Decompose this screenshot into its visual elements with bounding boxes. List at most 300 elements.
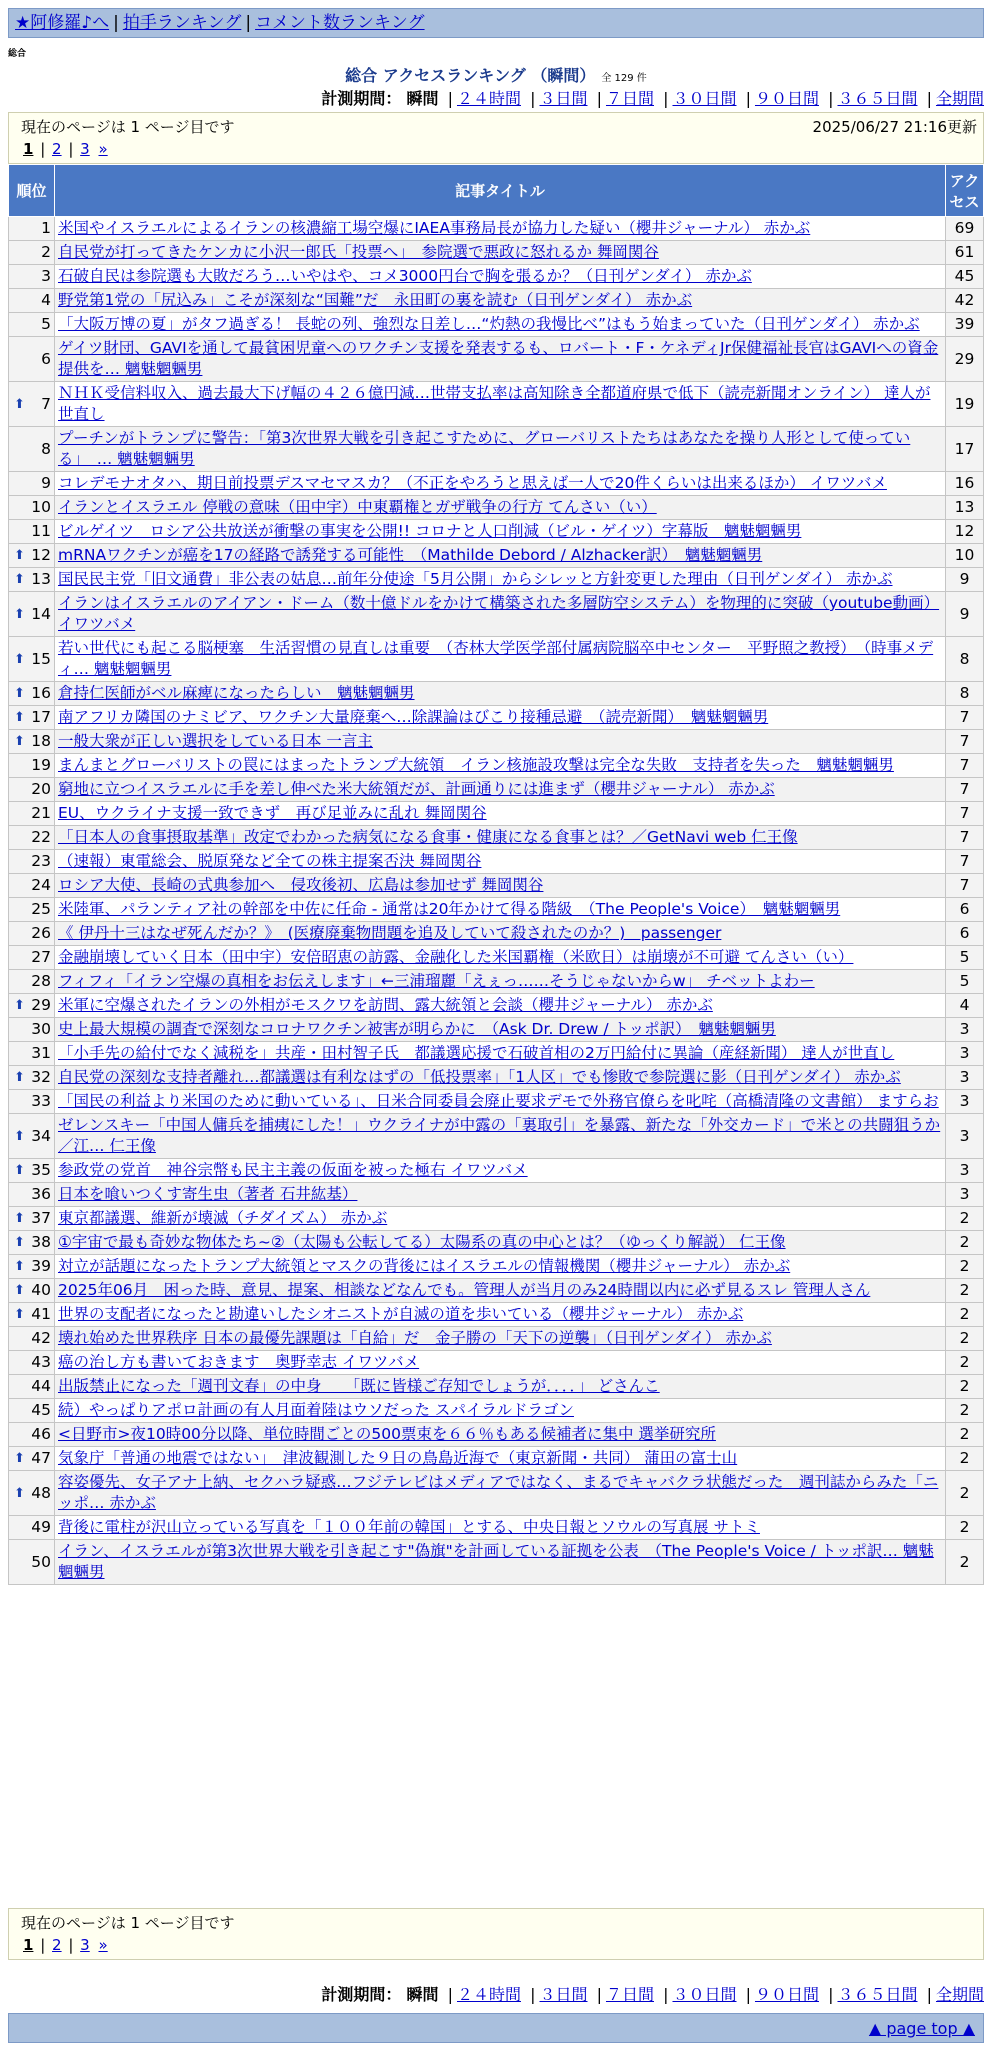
table-row [9, 778, 984, 802]
rank-cell [9, 1183, 55, 1207]
rank-number: 10 [31, 498, 51, 516]
rank-number: 21 [31, 804, 51, 822]
article-link[interactable]: ビルゲイツ ロシア公共放送が衝撃の事実を公開!! コロナと人口削減（ビル・ゲイツ）字幕版 魑魅魍魎男 [58, 522, 802, 540]
rank-number: 13 [31, 570, 51, 588]
period-30d-link[interactable]: ３０日間 [672, 1985, 737, 2004]
title-cell [55, 382, 946, 427]
title-cell [55, 1447, 946, 1471]
title-cell [55, 313, 946, 337]
access-count: 69 [946, 217, 984, 241]
article-link[interactable]: イランはイスラエルのアイアン・ドーム（数十億ドルをかけて構築された多層防空システム）を物理的に突破（youtube動画） イワツバメ [58, 594, 940, 633]
rank-cell [9, 850, 55, 874]
access-count: 7 [946, 730, 984, 754]
article-link[interactable]: 2025年06月 困った時、意見、提案、相談などなんでも。管理人が当月のみ24時間以内に必ず見るスレ 管理人さん [58, 1281, 871, 1299]
article-link[interactable]: 「国民の利益より米国のために動いている」、日米合同委員会廃止要求デモで外務官僚らを叱咤（高橋清隆の文書館） ますらお [58, 1092, 939, 1110]
title-cell [55, 217, 946, 241]
table-row [9, 1516, 984, 1540]
article-link[interactable]: イランとイスラエル 停戦の意味（田中宇）中東覇権とガザ戦争の行方 てんさい（い） [58, 498, 657, 516]
page-top-link[interactable]: ▲ page top ▲ [868, 2019, 975, 2038]
article-link[interactable]: 「小手先の給付でなく減税を」共産・田村智子氏 都議選応援で石破首相の2万円給付に異論（産経新聞） 達人が世直し [58, 1044, 895, 1062]
rank-cell [9, 1042, 55, 1066]
title-cell [55, 1399, 946, 1423]
rank-cell [9, 1471, 55, 1516]
table-row [9, 337, 984, 382]
up-arrow-icon: ⬆ [14, 1128, 25, 1144]
article-link[interactable]: 倉持仁医師がベル麻痺になったらしい 魑魅魍魎男 [58, 684, 415, 702]
rank-number: 17 [31, 708, 51, 726]
page-link-2[interactable]: 2 [52, 1936, 62, 1954]
period-selector-bottom: 計測期間： 瞬間 | ２４時間 | ３日間 | ７日間 | ３０日間 | ９０日間 | ３６５日間 | 全期間 [321, 1985, 984, 2004]
access-count: 2 [946, 1327, 984, 1351]
rank-number: 20 [31, 780, 51, 798]
rank-number: 4 [41, 291, 51, 309]
title-cell [55, 1540, 946, 1585]
title-cell [55, 520, 946, 544]
rank-number: 48 [31, 1483, 51, 1502]
period-24h-link[interactable]: ２４時間 [456, 1985, 521, 2004]
rank-number: 41 [31, 1305, 51, 1323]
rank-number: 27 [31, 948, 51, 966]
article-link[interactable]: プーチンがトランプに警告：「第3次世界大戦を引き起こすために、グローバリストたちはあなたを操り人形として使っている」 … 魑魅魍魎男 [58, 429, 911, 468]
table-row [9, 1066, 984, 1090]
title-cell [55, 826, 946, 850]
title-cell [55, 289, 946, 313]
article-link[interactable]: 米国やイスラエルによるイランの核濃縮工場空爆にIAEA事務局長が協力した疑い（櫻井ジャーナル） 赤かぶ [58, 219, 811, 237]
table-row [9, 946, 984, 970]
rank-number: 36 [31, 1185, 51, 1203]
rank-cell [9, 637, 55, 682]
article-link[interactable]: 金融崩壊していく日本（田中宇）安倍昭恵の訪露、金融化した米国覇権（米欧日）は崩壊が不可避 てんさい（い） [58, 948, 854, 966]
title-cell [55, 1183, 946, 1207]
article-link[interactable]: 史上最大規模の調査で深刻なコロナワクチン被害が明らかに （Ask Dr. Drew / トッポ訳） 魑魅魍魎男 [58, 1020, 776, 1038]
table-row [9, 898, 984, 922]
table-row [9, 1183, 984, 1207]
rank-cell [9, 1375, 55, 1399]
up-arrow-icon: ⬆ [14, 686, 25, 701]
title-cell [55, 730, 946, 754]
access-count: 7 [946, 778, 984, 802]
title-cell [55, 706, 946, 730]
article-link[interactable]: 対立が話題になったトランプ大統領とマスクの背後にはイスラエルの情報機関（櫻井ジャーナル） 赤かぶ [58, 1257, 791, 1275]
article-link[interactable]: ロシア大使、長崎の式典参加へ 侵攻後初、広島は参加せず 舞岡関谷 [58, 876, 544, 894]
title-cell [55, 754, 946, 778]
table-row [9, 1018, 984, 1042]
access-count: 7 [946, 874, 984, 898]
title-cell [55, 1114, 946, 1159]
period-current: 瞬間 [406, 1985, 439, 2004]
article-link[interactable]: 自民党の深刻な支持者離れ…都議選は有利なはずの「低投票率」「1人区」でも惨敗で参院選に影（日刊ゲンダイ） 赤かぶ [58, 1068, 901, 1086]
rank-number: 31 [31, 1044, 51, 1062]
access-count: 2 [946, 1540, 984, 1585]
table-row [9, 1375, 984, 1399]
rank-number: 19 [31, 756, 51, 774]
up-arrow-icon: ⬆ [14, 1235, 25, 1250]
title-cell [55, 1423, 946, 1447]
access-count: 2 [946, 1231, 984, 1255]
rank-number: 46 [31, 1425, 51, 1443]
rank-cell [9, 568, 55, 592]
title-cell [55, 1375, 946, 1399]
rank-cell [9, 754, 55, 778]
title-cell [55, 1255, 946, 1279]
rank-number: 35 [31, 1161, 51, 1179]
access-count: 2 [946, 1423, 984, 1447]
title-cell [55, 898, 946, 922]
table-row [9, 472, 984, 496]
article-link[interactable]: 背後に電柱が沢山立っている写真を「１００年前の韓国」とする、中央日報とソウルの写真展 サトミ [58, 1518, 760, 1536]
page-link-2[interactable]: 2 [52, 140, 62, 158]
table-row [9, 754, 984, 778]
period-all-link[interactable]: 全期間 [935, 1985, 984, 2004]
access-count: 7 [946, 826, 984, 850]
access-count: 42 [946, 289, 984, 313]
rank-cell [9, 874, 55, 898]
rank-cell [9, 544, 55, 568]
period-current: 瞬間 [406, 89, 439, 108]
access-count: 5 [946, 970, 984, 994]
up-arrow-icon: ⬆ [14, 710, 25, 725]
access-count: 3 [946, 1042, 984, 1066]
access-count: 13 [946, 496, 984, 520]
rank-number: 3 [41, 267, 51, 285]
access-count: 7 [946, 706, 984, 730]
period-90d-link[interactable]: ９０日間 [754, 1985, 819, 2004]
rank-cell [9, 313, 55, 337]
period-3d-link[interactable]: ３日間 [539, 1985, 588, 2004]
page-next-link[interactable]: » [98, 1936, 108, 1954]
rank-number: 39 [31, 1257, 51, 1275]
access-count: 61 [946, 241, 984, 265]
article-link[interactable]: 気象庁「普通の地震ではない」 津波観測した９日の鳥島近海で（東京新聞・共同） 蒲田の富士山 [58, 1449, 738, 1467]
access-count: 8 [946, 682, 984, 706]
up-arrow-icon: ⬆ [14, 1485, 25, 1501]
access-count: 3 [946, 1183, 984, 1207]
article-link[interactable]: ゲイツ財団、GAVIを通して最貧困児童へのワクチン支援を発表するも、ロバート・F・ケネディJr保健福祉長官はGAVIへの資金提供を… 魑魅魍魎男 [58, 339, 939, 378]
title-cell [55, 568, 946, 592]
rank-number: 15 [31, 649, 51, 668]
article-link[interactable]: （速報）東電総会、脱原発など全ての株主提案否決 舞岡関谷 [58, 852, 482, 870]
rank-cell [9, 1447, 55, 1471]
rank-number: 16 [31, 684, 51, 702]
home-link[interactable]: ★阿修羅♪へ [15, 13, 110, 33]
table-row [9, 592, 984, 637]
table-row [9, 568, 984, 592]
access-count: 19 [946, 382, 984, 427]
up-arrow-icon: ⬆ [14, 1070, 25, 1085]
rank-number: 42 [31, 1329, 51, 1347]
access-count: 2 [946, 1375, 984, 1399]
article-link[interactable]: 窮地に立つイスラエルに手を差し伸べた米大統領だが、計画通りには進まず（櫻井ジャーナル） 赤かぶ [58, 780, 775, 798]
rank-number: 34 [31, 1126, 51, 1145]
title-cell [55, 994, 946, 1018]
access-count: 6 [946, 898, 984, 922]
article-link[interactable]: 続）やっぱりアポロ計画の有人月面着陸はウソだった スパイラルドラゴン [58, 1401, 574, 1419]
access-count: 2 [946, 1255, 984, 1279]
page-link-1[interactable]: 1 [23, 140, 34, 158]
page-link-1[interactable]: 1 [23, 1936, 34, 1954]
rank-cell [9, 1351, 55, 1375]
access-count: 12 [946, 520, 984, 544]
title-cell [55, 1066, 946, 1090]
rank-cell [9, 520, 55, 544]
article-link[interactable]: 米軍に空爆されたイランの外相がモスクワを訪問、露大統領と会談（櫻井ジャーナル） 赤かぶ [58, 996, 713, 1014]
up-arrow-icon: ⬆ [14, 1451, 25, 1466]
access-count: 17 [946, 427, 984, 472]
article-link[interactable]: 一般大衆が正しい選択をしている日本 一言主 [58, 732, 373, 750]
article-link[interactable]: 癌の治し方も書いておきます 奥野幸志 イワツバメ [58, 1353, 420, 1371]
article-link[interactable]: 「大阪万博の夏」がタフ過ぎる！ 長蛇の列、強烈な日差し…“灼熱の我慢比べ”はもう始まっていた（日刊ゲンダイ） 赤かぶ [58, 315, 920, 333]
rank-number: 22 [31, 828, 51, 846]
table-row [9, 313, 984, 337]
rank-number: 11 [31, 522, 51, 540]
rank-number: 1 [41, 219, 51, 237]
rank-cell [9, 802, 55, 826]
page-info-top [8, 112, 984, 164]
period-7d-link[interactable]: ７日間 [605, 89, 654, 108]
rank-cell [9, 241, 55, 265]
access-count: 2 [946, 1447, 984, 1471]
table-row [9, 994, 984, 1018]
table-row [9, 382, 984, 427]
article-link[interactable]: EU、ウクライナ支援一致できず 再び足並みに乱れ 舞岡関谷 [58, 804, 487, 822]
pager-bottom: 1 | 2 | 3 » [23, 1936, 108, 1954]
article-link[interactable]: ＮＨＫ受信料収入、過去最大下げ幅の４２６億円減…世帯支払率は高知除き全都道府県で低下（読売新聞オンライン） 達人が世直し [58, 384, 931, 423]
article-link[interactable]: 《 伊丹十三はなぜ死んだか？》 (医療廃棄物問題を追及していて殺されたのか？) passenger [58, 924, 722, 942]
table-row [9, 802, 984, 826]
article-link[interactable]: 石破自民は参院選も大敗だろう…いやはや、コメ3000円台で胸を張るか？（日刊ゲンダイ） 赤かぶ [58, 267, 752, 285]
access-count: 29 [946, 337, 984, 382]
access-count: 10 [946, 544, 984, 568]
article-link[interactable]: フィフィ「イラン空爆の真相をお伝えします」←三浦瑠麗「えぇっ……そうじゃないからw」 チベットよわー [58, 972, 815, 990]
article-link[interactable]: 国民民主党「旧文通費」非公表の姑息…前年分使途「5月公開」からシレッと方針変更した理由（日刊ゲンダイ） 赤かぶ [58, 570, 893, 588]
title-cell [55, 241, 946, 265]
title-cell [55, 922, 946, 946]
comment-ranking-link[interactable]: コメント数ランキング [255, 13, 425, 33]
ranking-title: 総合 アクセスランキング （瞬間） [345, 66, 596, 85]
article-link[interactable]: 自民党が打ってきたケンカに小沢一郎氏「投票へ」 参院選で悪政に怒れるか 舞岡関谷 [58, 243, 659, 261]
title-cell [55, 1018, 946, 1042]
table-row [9, 850, 984, 874]
rank-cell [9, 1114, 55, 1159]
rank-cell [9, 946, 55, 970]
table-row [9, 874, 984, 898]
article-link[interactable]: まんまとグローバリストの罠にはまったトランプ大統領 イラン核施設攻撃は完全な失敗 支持者を失った 魑魅魍魎男 [58, 756, 894, 774]
period-365d-link[interactable]: ３６５日間 [837, 1985, 918, 2004]
article-link[interactable]: 南アフリカ隣国のナミビア、ワクチン大量廃棄へ…除課論はびこり接種忌避 （読売新聞） 魑魅魍魎男 [58, 708, 769, 726]
up-arrow-icon: ⬆ [14, 572, 25, 587]
rank-cell [9, 922, 55, 946]
table-row [9, 496, 984, 520]
rank-cell [9, 289, 55, 313]
article-link[interactable]: 米陸軍、パランティア社の幹部を中佐に任命 - 通常は20年かけて得る階級 （The People's Voice） 魑魅魍魎男 [58, 900, 841, 918]
title-cell [55, 637, 946, 682]
period-selector-top: 計測期間： 瞬間 | ２４時間 | ３日間 | ７日間 | ３０日間 | ９０日間 | ３６５日間 | 全期間 [321, 89, 984, 108]
title-cell [55, 544, 946, 568]
period-30d-link[interactable]: ３０日間 [672, 89, 737, 108]
page-link-3[interactable]: 3 [80, 140, 90, 158]
period-all-link[interactable]: 全期間 [935, 89, 984, 108]
rank-number: 40 [31, 1281, 51, 1299]
ranking-body [9, 217, 984, 1585]
article-link[interactable]: 東京都議選、維新が壊滅（チダイズム） 赤かぶ [58, 1209, 388, 1227]
access-count: 2 [946, 1471, 984, 1516]
title-cell [55, 1516, 946, 1540]
up-arrow-icon: ⬆ [14, 1259, 25, 1274]
rank-cell [9, 337, 55, 382]
title-cell [55, 337, 946, 382]
title-cell [55, 496, 946, 520]
table-row [9, 682, 984, 706]
category-label: 総合 [8, 49, 27, 59]
table-row [9, 1207, 984, 1231]
table-row [9, 730, 984, 754]
rank-number: 47 [31, 1449, 51, 1467]
title-cell [55, 265, 946, 289]
title-cell [55, 1231, 946, 1255]
rank-cell [9, 1159, 55, 1183]
rank-cell [9, 1090, 55, 1114]
table-row [9, 1042, 984, 1066]
table-row [9, 1471, 984, 1516]
article-link[interactable]: ①宇宙で最も奇妙な物体たち~②（太陽も公転してる）太陽系の真の中心とは？（ゆっくり解説） 仁王像 [58, 1233, 786, 1251]
rank-number: 45 [31, 1401, 51, 1419]
table-row [9, 1231, 984, 1255]
article-link[interactable]: <日野市>夜10時00分以降、単位時間ごとの500票束を６６％もある候補者に集中 選挙研究所 [58, 1425, 716, 1443]
rank-cell [9, 1279, 55, 1303]
rank-cell [9, 826, 55, 850]
current-page-text: 現在のページは 1 ページ目です [21, 1914, 235, 1932]
title-cell [55, 1207, 946, 1231]
article-link[interactable]: イラン、イスラエルが第3次世界大戦を引き起こす"偽旗"を計画している証拠を公表 （The People's Voice / トッポ訳… 魑魅魍魎男 [58, 1542, 934, 1581]
rank-cell [9, 382, 55, 427]
rank-cell [9, 970, 55, 994]
access-count: 8 [946, 637, 984, 682]
rank-cell [9, 898, 55, 922]
rank-number: 5 [41, 315, 51, 333]
table-row [9, 241, 984, 265]
access-count: 4 [946, 994, 984, 1018]
page-link-3[interactable]: 3 [80, 1936, 90, 1954]
access-count: 3 [946, 1159, 984, 1183]
table-row [9, 1327, 984, 1351]
updated-time: 2025/06/27 21:16更新 [812, 118, 977, 136]
access-count: 16 [946, 472, 984, 496]
pager-top: 1 | 2 | 3 » [23, 140, 108, 158]
rank-number: 33 [31, 1092, 51, 1110]
period-7d-link[interactable]: ７日間 [605, 1985, 654, 2004]
up-arrow-icon: ⬆ [14, 548, 25, 563]
title-cell [55, 1042, 946, 1066]
access-count: 2 [946, 1279, 984, 1303]
rank-number: 26 [31, 924, 51, 942]
access-count: 2 [946, 1207, 984, 1231]
access-header: アクセス [946, 165, 984, 217]
article-link[interactable]: ゼレンスキー「中国人傭兵を捕痍にした！」ウクライナが中露の「裏取引」を暴露、新たな「外交カード」で米との共闘狙うか／江… 仁王像 [58, 1116, 941, 1155]
rank-number: 2 [41, 243, 51, 261]
rank-cell [9, 1207, 55, 1231]
rank-number: 29 [31, 996, 51, 1014]
access-count: 6 [946, 922, 984, 946]
title-header: 記事タイトル [55, 165, 946, 217]
article-link[interactable]: 若い世代にも起こる脳梗塞 生活習慣の見直しは重要 （杏林大学医学部付属病院脳卒中センター 平野照之教授） （時事メディ… 魑魅魍魎男 [58, 639, 934, 678]
article-link[interactable]: 世界の支配者になったと勘違いしたシオニストが自滅の道を歩いている（櫻井ジャーナル） 赤かぶ [58, 1305, 744, 1323]
rank-number: 28 [31, 972, 51, 990]
article-link[interactable]: 出版禁止になった「週刊文春」の中身 「既に皆様ご存知でしょうが．．．．」 どさんこ [58, 1377, 660, 1395]
article-link[interactable]: 野党第1党の「尻込み」こそが深刻な“国難”だ 永田町の裏を読む（日刊ゲンダイ） 赤かぶ [58, 291, 693, 309]
rank-number: 18 [31, 732, 51, 750]
title-cell [55, 874, 946, 898]
table-row [9, 1279, 984, 1303]
article-link[interactable]: 「日本人の食事摂取基準」改定でわかった病気になる食事・健康になる食事とは？／GetNavi web 仁王像 [58, 828, 798, 846]
up-arrow-icon: ⬆ [14, 651, 25, 667]
rank-number: 37 [31, 1209, 51, 1227]
title-cell [55, 946, 946, 970]
rank-number: 6 [41, 349, 51, 368]
period-90d-link[interactable]: ９０日間 [754, 89, 819, 108]
table-row [9, 1351, 984, 1375]
access-count: 9 [946, 568, 984, 592]
article-link[interactable]: 参政党の党首 神谷宗幣も民主主義の仮面を被った極右 イワツバメ [58, 1161, 528, 1179]
article-link[interactable]: 日本を喰いつくす寄生虫（著者 石井紘基） [58, 1185, 358, 1203]
period-3d-link[interactable]: ３日間 [539, 89, 588, 108]
up-arrow-icon: ⬆ [14, 734, 25, 749]
table-row [9, 1447, 984, 1471]
rank-cell [9, 778, 55, 802]
period-label: 計測期間： [321, 89, 402, 108]
period-24h-link[interactable]: ２４時間 [456, 89, 521, 108]
table-row [9, 970, 984, 994]
applause-ranking-link[interactable]: 拍手ランキング [122, 13, 242, 33]
table-row [9, 637, 984, 682]
rank-cell [9, 1231, 55, 1255]
table-row [9, 217, 984, 241]
article-link[interactable]: 壊れ始めた世界秩序 日本の最優先課題は「自給」だ 金子勝の「天下の逆襲」（日刊ゲンダイ） 赤かぶ [58, 1329, 772, 1347]
access-count: 7 [946, 754, 984, 778]
table-row [9, 1090, 984, 1114]
rank-cell [9, 994, 55, 1018]
page-next-link[interactable]: » [98, 140, 108, 158]
article-link[interactable]: mRNAワクチンが癌を17の経路で誘発する可能性 （Mathilde Debord / Alzhacker訳） 魑魅魍魎男 [58, 546, 763, 564]
table-row [9, 427, 984, 472]
table-row [9, 289, 984, 313]
nav-separator: | [113, 13, 119, 33]
rank-number: 14 [31, 604, 51, 623]
page-title [0, 63, 992, 86]
table-row [9, 1159, 984, 1183]
rank-cell [9, 592, 55, 637]
access-count: 3 [946, 1090, 984, 1114]
period-365d-link[interactable]: ３６５日間 [837, 89, 918, 108]
access-count: 9 [946, 592, 984, 637]
table-row [9, 544, 984, 568]
rank-number: 25 [31, 900, 51, 918]
access-count: 39 [946, 313, 984, 337]
current-page-text: 現在のページは 1 ページ目です [21, 118, 235, 136]
period-label: 計測期間： [321, 1985, 402, 2004]
top-nav-bar [8, 8, 984, 38]
title-cell [55, 1327, 946, 1351]
article-link[interactable]: 容姿優先、女子アナ上納、セクハラ疑惑…フジテレビはメディアではなく、まるでキャバクラ状態だった 週刊誌からみた「ニッポ… 赤かぶ [58, 1473, 939, 1512]
rank-cell [9, 217, 55, 241]
title-cell [55, 427, 946, 472]
rank-number: 44 [31, 1377, 51, 1395]
article-link[interactable]: コレデモナオタハ、期日前投票デスマセマスカ？（不正をやろうと思えば一人で20件くらいは出来るほか） イワツバメ [58, 474, 887, 492]
access-count: 3 [946, 1018, 984, 1042]
table-row [9, 922, 984, 946]
rank-number: 24 [31, 876, 51, 894]
ranking-table [8, 164, 984, 1585]
title-cell [55, 472, 946, 496]
